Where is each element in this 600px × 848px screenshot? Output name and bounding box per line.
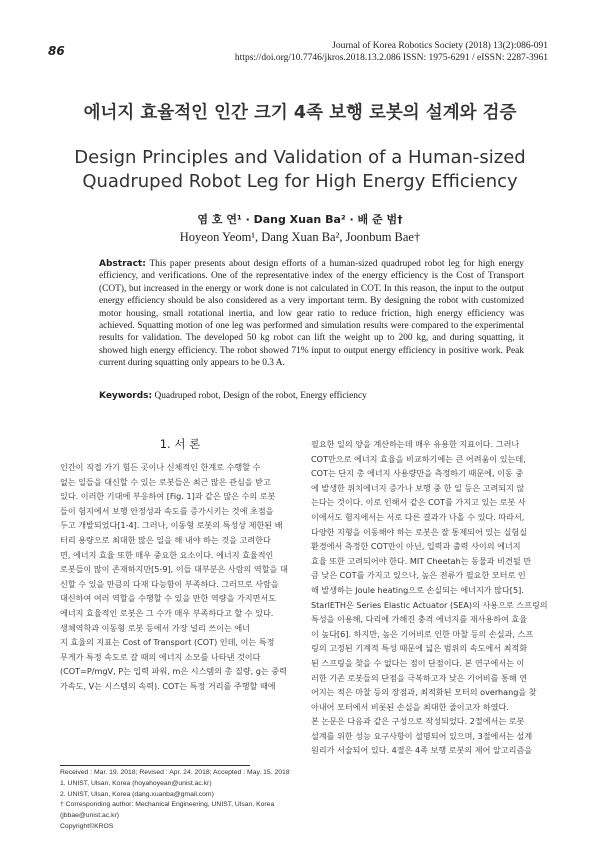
paragraph-line: StarlETH은 Series Elastic Actuator (SEA)의 사용으로 스프링의 xyxy=(311,599,548,610)
paragraph-line: 지 효율의 지표는 Cost of Transport (COT) 인데, 이는 특정 xyxy=(60,637,275,648)
title-english-line2: Quadruped Robot Leg for High Energy Efficiency xyxy=(82,171,518,192)
footnote-affiliation-1: 1. UNIST, Ulsan, Korea (hoyahoyean@unist.ac.kr) xyxy=(60,779,212,787)
paragraph-line: 환경에서 측정한 COT만이 아닌, 입력과 출력 사이의 에너지 xyxy=(311,541,521,552)
journal-citation: Journal of Korea Robotics Society (2018) 13(2):086-091 xyxy=(332,41,548,51)
paragraph-line: 큼 낮은 COT를 가지고 있으나, 높은 전류가 필요한 모터로 인 xyxy=(311,570,526,581)
abstract-line: the robot with customized motor housing, small rotational inertia, and low gear ratio to reduce friction, xyxy=(99,296,524,319)
paragraph-line: 에너지 효율적인 로봇은 그 수가 매우 부족하다고 할 수 있다. xyxy=(60,607,274,618)
paragraph-line: 어지는 적은 마찰 등의 장점과, 최적화된 모터의 overhang을 찾 xyxy=(311,687,537,698)
paragraph-line: 신할 수 있을 만큼의 다재 다능함이 부족하다. 그러므로 사람을 xyxy=(60,578,279,589)
paragraph-line: 생체역학과 이동형 로봇 등에서 가장 널리 쓰이는 에너 xyxy=(60,622,251,633)
paragraph-line: COT는 단지 총 에너지 사용량만을 측정하기 때문에, 이동 중 xyxy=(311,468,524,479)
paragraph-line: 가속도, V는 시스템의 속력). COT는 특정 거리를 주행할 때에 xyxy=(60,680,276,691)
paragraph-line: 본 논문은 다음과 같은 구성으로 작성되었다. 2절에서는 로봇 xyxy=(311,716,525,727)
abstract-line: up to 200 kg, and during squatting, it showed high energy efficiency. The robot showed 71% input to xyxy=(99,333,524,356)
section-heading-introduction: 1. 서 론 xyxy=(159,437,201,451)
paragraph-line: 면, 에너지 효율 또한 매우 중요한 요소이다. 에너지 효율적인 xyxy=(60,549,274,560)
paragraph-line: 이 높다[6]. 하지만, 높은 기어비로 인한 마찰 등의 손실과, 스프 xyxy=(311,628,534,639)
authors-korean: 염 호 연¹ · Dang Xuan Ba² · 배 준 범† xyxy=(197,213,403,226)
footnote-corresponding: † Corresponding author: Mechanical Engineering, UNIST, Ulsan, Korea xyxy=(60,801,275,809)
paragraph-line: 된 스프링을 찾을 수 없다는 점이 단점이다. 본 연구에서는 이 xyxy=(311,657,525,668)
footnote-corresponding-email: (jbbae@unist.ac.kr) xyxy=(60,812,120,820)
right-column-text xyxy=(311,437,551,758)
paragraph-line: 다양한 지형을 이동해야 하는 로봇은 잘 통제되어 있는 실험실 xyxy=(311,526,528,537)
paragraph-line: 이에서도 험지에서는 서로 다른 결과가 나올 수 있다. 따라서, xyxy=(311,511,525,522)
paragraph-line: 설계를 위한 성능 요구사항이 설명되어 있으며, 3절에서는 설계 xyxy=(311,730,533,741)
keywords-label: Keywords: xyxy=(99,391,153,401)
page-number: 86 xyxy=(48,44,65,58)
paragraph-line: 링의 고정된 기계적 특성 때문에 넓은 범위의 속도에서 최적화 xyxy=(311,643,528,654)
keywords xyxy=(99,391,524,401)
paragraph-line: 없는 일들을 대신할 수 있는 로봇들은 최근 많은 관심을 받고 xyxy=(60,476,271,487)
abstract-line: output energy efficiency in positive work. Peak current during squatting only appears to be 0.3 A. xyxy=(99,345,524,369)
footnotes xyxy=(60,768,300,833)
abstract xyxy=(99,258,524,370)
abstract-line: were compared to the experimental results for validation. The developed 50 kg robot can lift the weight xyxy=(99,321,524,344)
abstract-line: efficiency, and verifications. One of the representative index of the energy efficiency is the Cost of xyxy=(99,271,485,282)
paragraph-line: 는다는 것이다. 이로 인해서 같은 COT를 가지고 있는 로봇 사 xyxy=(311,497,526,508)
paragraph-line: 대신하여 여러 역할을 수행할 수 있을 만한 역량을 가지면서도 xyxy=(60,593,277,604)
paragraph-line: 있다. 이러한 기대에 부응하여 [Fig. 1]과 같은 많은 수의 로봇 xyxy=(60,491,276,502)
abstract-label: Abstract: xyxy=(99,259,146,269)
paragraph-line: 터리 용량으로 최대한 많은 일을 해 내야 하는 것을 고려한다 xyxy=(60,534,271,545)
paragraph-line: 효율 또한 고려되어야 한다. MIT Cheetah는 동물과 비견될 만 xyxy=(311,555,532,566)
journal-doi-issn[interactable]: https://doi.org/10.7746/jkros.2018.13.2.086 ISSN: 1975-6291 / eISSN: 2287-3961 xyxy=(234,53,548,63)
paragraph-line: 두고 개발되었다[1-4]. 그러나, 이동형 로봇의 특성상 제한된 배 xyxy=(60,520,283,531)
title-english-line1: Design Principles and Validation of a Human-sized xyxy=(74,147,526,168)
paragraph-line: 무게가 특정 속도로 갈 때의 에너지 소모를 나타낸 것이다 xyxy=(60,651,261,662)
title-english xyxy=(0,146,600,194)
paragraph-line: 특성을 이용해, 다리에 가해진 충격 에너지를 재사용하여 효율 xyxy=(311,614,528,625)
title-korean: 에너지 효율적인 인간 크기 4족 보행 로봇의 설계와 검증 xyxy=(83,103,517,123)
keywords-text: Quadruped robot, Design of the robot, Energy efficiency xyxy=(154,391,367,401)
footnote-affiliation-2: 2. UNIST, Ulsan, Korea (dang.xuanba@gmail.com) xyxy=(60,790,214,798)
footnote-received: Received : Mar. 19. 2018; Revised : Apr. 24. 2018; Accepted : May. 15. 2018 xyxy=(60,769,290,776)
paragraph-line: 원리가 서술되어 있다. 4절은 4족 보행 로봇의 제어 알고리즘을 xyxy=(311,745,533,756)
paragraph-line: (COT=P/mgV, P는 입력 파워, m은 시스템의 총 질량, g는 중력 xyxy=(60,666,287,677)
paragraph-line: 에 발생한 위치에너지 증가나 보행 중 한 일 등은 고려되지 않 xyxy=(311,482,525,493)
paragraph-line: COT만으로 에너지 효율을 비교하기에는 큰 어려움이 있는데, xyxy=(311,453,526,464)
abstract-line: Transport (COT), but increased in the energy or work done is not calculated in COT. In this reason, the xyxy=(99,271,524,294)
paragraph-line: 들이 험지에서 보행 안정성과 속도를 증가시키는 것에 초점을 xyxy=(60,505,274,516)
journal-header xyxy=(235,40,548,64)
abstract-line: This paper presents about design efforts of a human-sized quadruped robot leg for high energy xyxy=(149,259,524,269)
left-column-text xyxy=(60,460,300,694)
paragraph-line: 해 발생하는 Joule heating으로 손실되는 에너지가 많다[5]. xyxy=(311,584,524,595)
paragraph-line: 아내어 모터에서 비롯된 손실을 최대한 줄이고자 하였다. xyxy=(311,701,509,712)
footnote-divider xyxy=(60,765,250,766)
abstract-line: input to the output energy efficiency should be also considered as a very important term. By designing xyxy=(99,283,524,307)
paragraph-line: 로봇들이 많이 존재하지만[5-9], 이들 대부분은 사람의 역할을 대 xyxy=(60,564,288,575)
authors-english: Hoyeon Yeom¹, Dang Xuan Ba², Joonbum Bae† xyxy=(179,230,421,244)
paragraph-line: 인간이 직접 가기 힘든 곳이나 신체적인 한계로 수행할 수 xyxy=(60,462,261,472)
paragraph-line: 필요한 일의 양을 계산하는데 매우 유용한 지표이다. 그러나 xyxy=(311,439,520,449)
footnote-copyright: Copyright©KROS xyxy=(60,822,114,830)
abstract-line: high energy efficiency was achieved. Squatting motion of one leg was performed and simulation results xyxy=(99,308,525,332)
paragraph-line: 러한 기존 로봇들의 단점을 극복하고자 낮은 기어비를 통해 연 xyxy=(311,672,528,683)
